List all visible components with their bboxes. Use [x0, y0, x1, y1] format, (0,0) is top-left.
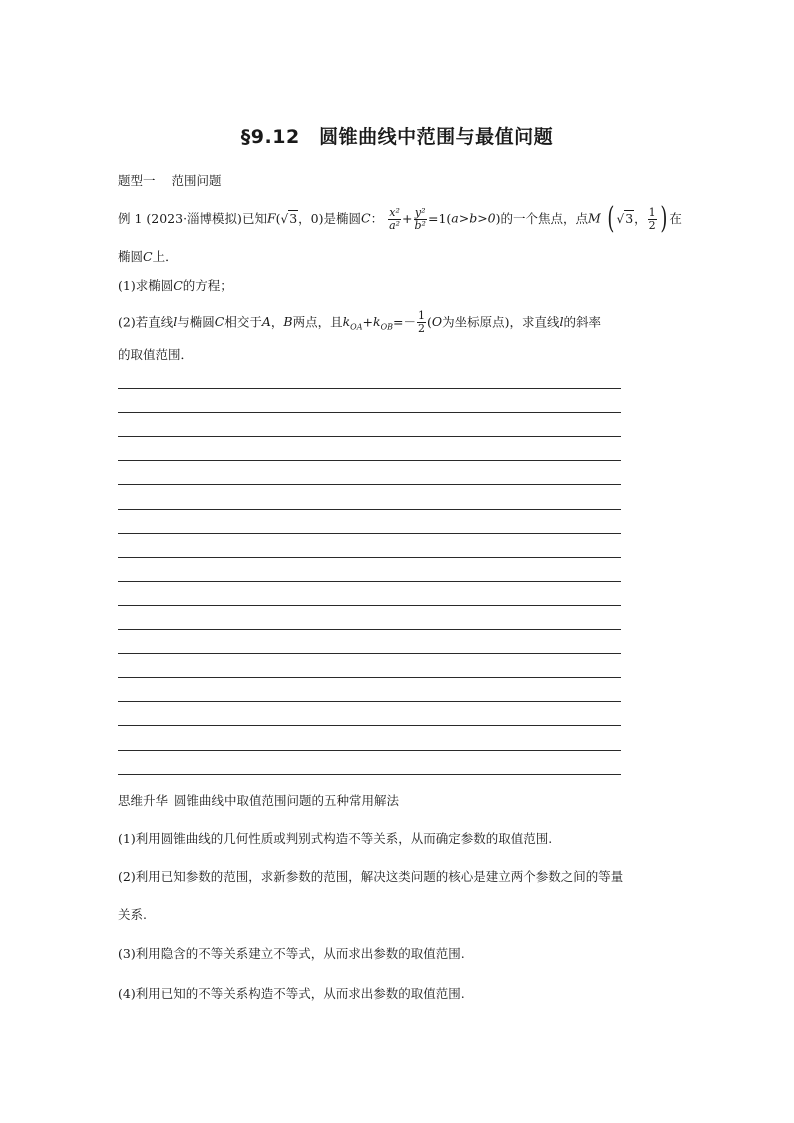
- plus-sign: +: [402, 211, 413, 226]
- page-title: §9.12 圆锥曲线中范围与最值问题: [240, 126, 554, 148]
- denominator: a²: [389, 218, 401, 232]
- example-text: ，0)是椭圆: [298, 211, 361, 226]
- text: (1)求椭圆: [118, 278, 174, 293]
- answer-line: [118, 412, 621, 413]
- point-a: A: [261, 314, 271, 329]
- slope-k: k: [342, 314, 351, 329]
- summary-item: (1)利用圆锥曲线的几何性质或判别式构造不等关系，从而确定参数的取值范围.: [118, 831, 553, 846]
- text: 两点，且: [292, 314, 343, 330]
- origin-o: O: [431, 314, 443, 329]
- radicand: 3: [289, 211, 298, 226]
- section-name: 范围问题: [171, 173, 222, 188]
- line-l: l: [173, 314, 178, 329]
- colon: ：: [370, 211, 384, 226]
- denominator: b²: [414, 218, 426, 232]
- answer-line: [118, 750, 621, 751]
- ellipse-c: C: [173, 278, 183, 293]
- text: 上．: [152, 249, 178, 264]
- example-1-statement-cont: [118, 248, 178, 266]
- answer-line: [118, 484, 621, 485]
- subscript: OB: [380, 322, 393, 332]
- summary-item: 关系.: [118, 907, 147, 922]
- text: 相交于: [224, 314, 262, 330]
- sqrt-3: √3: [280, 211, 298, 226]
- answer-line: [118, 557, 621, 558]
- denominator: 2: [648, 218, 656, 232]
- section-label: 题型一: [118, 173, 156, 188]
- ellipse-c: C: [143, 249, 153, 264]
- text: (2)若直线: [118, 314, 174, 330]
- answer-line: [118, 629, 621, 630]
- paren-open: (: [275, 211, 281, 226]
- example-end: 在: [669, 211, 682, 226]
- radicand: 3: [625, 211, 634, 226]
- text: 与椭圆: [177, 314, 215, 330]
- ellipse-c: C: [214, 314, 225, 329]
- equation-text: =1(: [427, 211, 452, 226]
- denominator: 2: [417, 322, 425, 335]
- summary-label: 思维升华: [118, 793, 169, 808]
- text: 椭圆: [118, 249, 144, 264]
- line-l: l: [559, 314, 564, 329]
- slope-k: k: [372, 314, 381, 329]
- equals: =－: [393, 314, 416, 330]
- answer-line: [118, 605, 621, 606]
- question-2: [118, 310, 601, 346]
- right-paren: ): [660, 201, 668, 236]
- fraction-half: [417, 310, 426, 335]
- numerator: x²: [389, 205, 400, 219]
- example-text-mid: )的一个焦点，点: [495, 211, 589, 226]
- point-f: F: [266, 210, 276, 226]
- left-paren: (: [607, 201, 615, 236]
- example-prefix: 例 1 (2023·淄博模拟)已知: [118, 211, 267, 226]
- answer-line: [118, 509, 621, 510]
- answer-line: [118, 388, 621, 389]
- answer-line: [118, 701, 621, 702]
- numerator: 1: [648, 205, 656, 219]
- summary-item: (2)利用已知参数的范围，求新参数的范围，解决这类问题的核心是建立两个参数之间的等量: [118, 869, 624, 884]
- answer-line: [118, 677, 621, 678]
- text: 的方程；: [182, 278, 233, 293]
- summary-item: (4)利用已知的不等关系构造不等式，从而求出参数的取值范围.: [118, 986, 465, 1001]
- answer-line: [118, 533, 621, 534]
- question-2-cont: 的取值范围．: [118, 347, 194, 362]
- answer-line: [118, 774, 621, 775]
- text: ，: [270, 314, 284, 330]
- fraction-y2-b2: [414, 207, 427, 232]
- subscript: OA: [350, 322, 363, 332]
- answer-line: [118, 653, 621, 654]
- fraction-half: [648, 207, 657, 232]
- sqrt-3-m: √3: [616, 211, 634, 226]
- example-1-statement: [118, 201, 682, 240]
- numerator: y²: [414, 205, 426, 219]
- text: 为坐标原点)，求直线: [442, 314, 560, 330]
- condition: a>b>0: [451, 210, 496, 226]
- text: (: [426, 314, 432, 330]
- section-heading: [118, 172, 222, 190]
- comma: ，: [634, 211, 647, 226]
- question-1: [118, 277, 233, 295]
- ellipse-c: C: [360, 210, 371, 226]
- answer-line: [118, 581, 621, 582]
- answer-line: [118, 436, 621, 437]
- numerator: 1: [417, 309, 425, 322]
- summary-item: (3)利用隐含的不等关系建立不等式，从而求出参数的取值范围.: [118, 946, 465, 961]
- summary-title: 圆锥曲线中取值范围问题的五种常用解法: [174, 793, 400, 808]
- plus-sign: +: [362, 314, 373, 330]
- answer-line: [118, 725, 621, 726]
- text: 的斜率: [563, 314, 602, 330]
- point-b: B: [283, 314, 293, 329]
- answer-line: [118, 460, 621, 461]
- point-m: M: [588, 210, 601, 226]
- summary-heading: [118, 792, 399, 810]
- fraction-x2-a2: [388, 207, 401, 232]
